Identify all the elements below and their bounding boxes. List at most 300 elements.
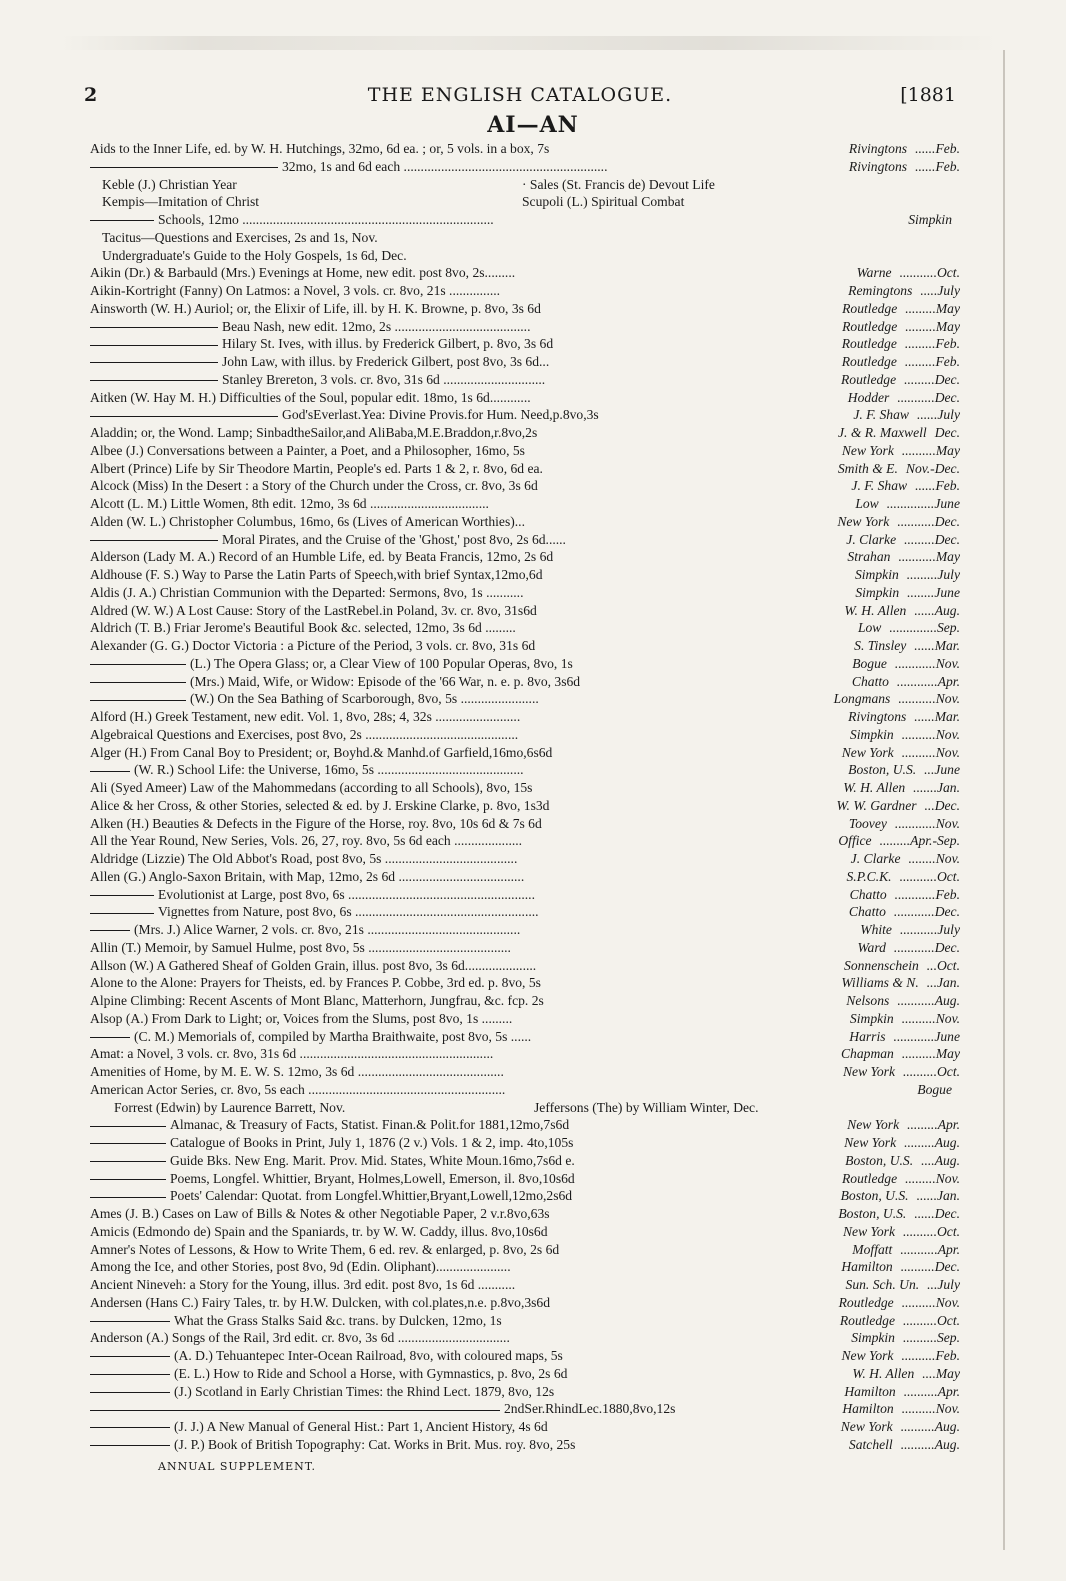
entry-publisher: S.P.C.K. xyxy=(846,868,892,884)
entry-description xyxy=(90,939,853,957)
entry-text: Aitken (W. Hay M. H.) Difficulties of the Soul, popular edit. 18mo, 1s 6d............ xyxy=(90,389,531,405)
entry-text: (W. R.) School Life: the Universe, 16mo, 5s ........................................... xyxy=(134,762,524,778)
entry-text: Aikin-Kortright (Fanny) On Latmos: a Novel, 3 vols. cr. 8vo, 21s ............... xyxy=(90,283,501,298)
entry-date: ...........July xyxy=(899,922,960,937)
entry-text: (Mrs.) Maid, Wife, or Widow: Episode of the '66 War, n. e. p. 8vo, 3s6d xyxy=(190,673,581,689)
catalogue-entry xyxy=(90,797,960,815)
entry-date: ......Jan. xyxy=(916,1188,960,1204)
entry-publisher: J. & R. Maxwell xyxy=(837,425,927,440)
entry-description xyxy=(90,1081,913,1099)
catalogue-entry xyxy=(90,140,960,158)
entry-date: .........July xyxy=(906,567,960,582)
entry-description xyxy=(90,1063,839,1081)
entry-description xyxy=(90,1418,837,1436)
entry-description xyxy=(90,353,838,371)
catalogue-entry xyxy=(90,1258,960,1276)
ditto-rule xyxy=(90,1392,170,1393)
entry-description xyxy=(90,1170,838,1188)
entry-publisher: Routledge xyxy=(842,1170,898,1186)
entry-date: ...Jan. xyxy=(926,975,960,991)
entry-text: Guide Bks. New Eng. Marit. Prov. Mid. States, White Moun.16mo,7s6d e. xyxy=(170,1152,575,1168)
entry-text: Tacitus—Questions and Exercises, 2s and 1s, Nov. xyxy=(102,229,378,245)
entry-description xyxy=(90,211,904,229)
entry-description xyxy=(90,761,844,779)
catalogue-entry xyxy=(90,335,960,353)
catalogue-entry xyxy=(90,886,960,904)
catalogue-entry xyxy=(90,619,960,637)
entry-description xyxy=(90,992,842,1010)
entry-text: Ainsworth (W. H.) Auriol; or, the Elixir of Life, ill. by H. K. Browne, p. 8vo, 3s 6d xyxy=(90,300,541,316)
entry-date: ......July xyxy=(916,407,960,423)
catalogue-entry xyxy=(90,779,960,797)
entry-publisher: Sun. Sch. Un. xyxy=(845,1277,920,1292)
entry-date: .........Dec. xyxy=(904,531,960,547)
ditto-rule xyxy=(90,664,186,665)
page-footer: ANNUAL SUPPLEMENT. xyxy=(158,1460,316,1473)
entry-date: ..........May xyxy=(901,1046,960,1062)
catalogue-entry xyxy=(90,300,960,318)
entry-publisher: Simpkin xyxy=(849,1010,894,1026)
catalogue-entry xyxy=(90,211,960,229)
entry-publisher: Routledge xyxy=(842,300,898,316)
catalogue-entry xyxy=(90,1045,960,1063)
entry-date: ..............June xyxy=(886,496,960,511)
entry-publisher: New York xyxy=(842,1223,895,1239)
entry-text: Amicis (Edmondo de) Spain and the Spaniards, tr. by W. W. Caddy, illus. 8vo,10s6d xyxy=(90,1223,548,1239)
catalogue-entry xyxy=(90,282,960,300)
catalogue-entry xyxy=(90,1436,960,1454)
entry-publisher: Nelsons xyxy=(846,993,890,1008)
entry-publisher: Bogue xyxy=(852,655,887,671)
entry-text: God'sEverlast.Yea: Divine Provis.for Hum. Need,p.8vo,3s xyxy=(282,407,599,423)
entry-date: ............June xyxy=(893,1028,960,1044)
catalogue-entry xyxy=(90,957,960,975)
entry-date: ......Feb. xyxy=(915,478,960,494)
entry-text: Catalogue of Books in Print, July 1, 1876 (2 v.) Vols. 1 & 2, imp. 4to,105s xyxy=(170,1135,574,1150)
entry-publisher: New York xyxy=(842,1064,895,1079)
entry-publisher: Moffatt xyxy=(852,1241,893,1257)
entry-publisher: Bogue xyxy=(917,1081,952,1097)
catalogue-entry xyxy=(90,903,960,921)
entry-description xyxy=(90,335,838,353)
running-title: THE ENGLISH CATALOGUE. xyxy=(367,84,673,106)
entry-publisher: W. H. Allen xyxy=(844,602,907,618)
entry-date: ...........Oct. xyxy=(899,868,960,884)
entry-text: Alexander (G. G.) Doctor Victoria : a Picture of the Period, 3 vols. cr. 8vo, 31s 6d xyxy=(90,638,536,653)
ditto-rule xyxy=(90,1179,166,1180)
entry-description xyxy=(90,1383,840,1401)
entry-text: Alford (H.) Greek Testament, new edit. Vol. 1, 8vo, 28s; 4, 32s ......................... xyxy=(90,709,521,724)
catalogue-entry xyxy=(90,1223,960,1241)
entry-text: Among the Ice, and other Stories, post 8vo, 9d (Edin. Oliphant)...................... xyxy=(90,1259,511,1275)
entry-text: Alpine Climbing: Recent Ascents of Mont Blanc, Matterhorn, Jungfrau, &c. fcp. 2s xyxy=(90,993,544,1008)
entry-text: 32mo, 1s and 6d each ............................................................ xyxy=(282,158,608,174)
entry-text: Moral Pirates, and the Cruise of the 'Ghost,' post 8vo, 2s 6d...... xyxy=(222,531,566,547)
entry-text: (J. P.) Book of British Topography: Cat. Works in Brit. Mus. roy. 8vo, 25s xyxy=(174,1436,576,1452)
entry-publisher: Rivingtons xyxy=(848,158,908,174)
entry-text: (L.) The Opera Glass; or, a Clear View of 100 Popular Operas, 8vo, 1s xyxy=(190,655,573,671)
catalogue-entry xyxy=(90,1241,960,1259)
entry-date: ..........Nov. xyxy=(901,744,960,760)
entry-publisher: Williams & N. xyxy=(841,975,919,991)
catalogue-entry xyxy=(90,353,960,371)
entry-publisher: Simpkin xyxy=(849,726,894,742)
catalogue-entry xyxy=(90,158,960,176)
entry-description xyxy=(90,1365,848,1383)
entry-description xyxy=(90,1134,840,1152)
entry-date: ..........Nov. xyxy=(901,1401,960,1417)
entry-date: ..........Dec. xyxy=(900,1259,960,1275)
entry-description xyxy=(90,744,838,762)
entry-publisher: Chatto xyxy=(851,673,889,689)
entry-publisher: Office xyxy=(838,833,872,849)
entry-text: Allin (T.) Memoir, by Samuel Hulme, post 8vo, 5s .......................................... xyxy=(90,939,511,955)
catalogue-entry xyxy=(90,1365,960,1383)
entry-publisher: Boston, U.S. xyxy=(845,1152,914,1168)
entry-publisher: W. W. Gardner xyxy=(836,797,917,813)
catalogue-entry xyxy=(90,1329,960,1347)
entry-date: ...........Nov. xyxy=(898,691,960,707)
entry-publisher: J. F. Shaw xyxy=(853,407,909,423)
entry-text: Allen (G.) Anglo-Saxon Britain, with Map, 12mo, 2s 6d ..................................... xyxy=(90,868,525,884)
entry-text: Hilary St. Ives, with illus. by Frederick Gilbert, p. 8vo, 3s 6d xyxy=(222,336,554,352)
catalogue-entry xyxy=(90,726,960,744)
page-year: [1881 xyxy=(900,84,956,106)
entry-publisher: W. H. Allen xyxy=(843,780,906,795)
entry-date: ....May xyxy=(922,1365,960,1381)
entry-publisher: Routledge xyxy=(841,354,897,369)
entry-publisher: Low xyxy=(855,496,879,511)
entry-date: .........Feb. xyxy=(904,354,960,369)
entry-description xyxy=(102,229,948,247)
entry-description xyxy=(90,264,853,282)
entry-description xyxy=(90,637,850,655)
ditto-rule xyxy=(90,345,218,346)
entry-publisher: White xyxy=(860,922,892,937)
page-number: 2 xyxy=(84,84,98,106)
entry-date: ............Feb. xyxy=(894,886,960,902)
entry-date: .........May xyxy=(905,300,960,316)
entry-description xyxy=(90,708,844,726)
entry-publisher: Chatto xyxy=(848,904,886,920)
entry-publisher: Routledge xyxy=(838,1294,894,1310)
entry-description xyxy=(90,886,846,904)
catalogue-entry xyxy=(90,939,960,957)
entry-text: Allson (W.) A Gathered Sheaf of Golden Grain, illus. post 8vo, 3s 6d..................... xyxy=(90,957,537,973)
catalogue-entry xyxy=(90,708,960,726)
ditto-rule xyxy=(90,167,278,168)
entry-text: Alcott (L. M.) Little Women, 8th edit. 12mo, 3s 6d ................................... xyxy=(90,496,489,511)
catalogue-entry xyxy=(90,744,960,762)
catalogue-entry xyxy=(90,637,960,655)
catalogue-entry xyxy=(90,318,960,336)
ditto-rule xyxy=(90,1197,166,1198)
entry-text: (E. L.) How to Ride and School a Horse, with Gymnastics, p. 8vo, 2s 6d xyxy=(174,1365,568,1381)
entry-text: Alderson (Lady M. A.) Record of an Humble Life, ed. by Beata Francis, 12mo, 2s 6d xyxy=(90,549,554,565)
catalogue-entry xyxy=(90,868,960,886)
catalogue-entry xyxy=(90,176,960,194)
ditto-rule xyxy=(90,1445,170,1446)
entry-date: ...July xyxy=(927,1277,960,1292)
entry-description xyxy=(90,1223,839,1241)
entry-description xyxy=(90,1400,838,1418)
entry-text: Amner's Notes of Lessons, & How to Write Them, 6 ed. rev. & enlarged, p. 8vo, 2s 6d xyxy=(90,1241,560,1257)
catalogue-entry xyxy=(90,193,960,211)
entry-date: .........Feb. xyxy=(904,336,960,352)
entry-description xyxy=(90,531,842,549)
entry-description xyxy=(90,1241,848,1259)
ditto-rule xyxy=(90,1410,500,1411)
catalogue-entry xyxy=(90,1116,960,1134)
catalogue-entry xyxy=(90,1134,960,1152)
entry-publisher: S. Tinsley xyxy=(854,638,907,653)
ditto-rule xyxy=(90,416,278,417)
entry-publisher: J. Clarke xyxy=(850,851,901,866)
entry-text: 2ndSer.RhindLec.1880,8vo,12s xyxy=(504,1401,676,1417)
entry-text: What the Grass Stalks Said &c. trans. by Dulcken, 12mo, 1s xyxy=(174,1312,502,1328)
entry-date: ..........May xyxy=(901,442,960,458)
entry-text: Beau Nash, new edit. 12mo, 2s ........................................ xyxy=(222,318,531,334)
entry-description xyxy=(90,424,834,442)
entry-text: (W.) On the Sea Bathing of Scarborough, 8vo, 5s ....................... xyxy=(190,691,539,707)
catalogue-entry xyxy=(90,566,960,584)
catalogue-entry xyxy=(90,1400,960,1418)
entry-publisher: Hodder xyxy=(847,389,890,405)
catalogue-entry xyxy=(90,442,960,460)
catalogue-entry xyxy=(90,460,960,478)
entry-date: ......Mar. xyxy=(914,709,960,724)
catalogue-entry xyxy=(90,921,960,939)
entry-text: Alsop (A.) From Dark to Light; or, Voices from the Slums, post 8vo, 1s ......... xyxy=(90,1010,513,1026)
entry-publisher: Sonnenschein xyxy=(844,957,919,973)
catalogue-entry xyxy=(90,815,960,833)
entry-text: Algebraical Questions and Exercises, post 8vo, 2s ............................................. xyxy=(90,726,519,742)
entry-publisher: Hamilton xyxy=(841,1259,893,1275)
entry-text: American Actor Series, cr. 8vo, 5s each .......................................................... xyxy=(90,1081,506,1097)
catalogue-entry xyxy=(90,1205,960,1223)
ditto-rule xyxy=(90,327,218,328)
entry-description xyxy=(90,690,830,708)
entry-description xyxy=(90,389,844,407)
catalogue-entry xyxy=(90,690,960,708)
catalogue-entry xyxy=(90,495,960,513)
catalogue-entry xyxy=(90,655,960,673)
entry-publisher: Boston, U.S. xyxy=(848,762,917,778)
entry-publisher: New York xyxy=(841,442,894,458)
catalogue-entry xyxy=(90,761,960,779)
catalogue-entry xyxy=(90,1028,960,1046)
entry-text: Stanley Brereton, 3 vols. cr. 8vo, 31s 6d .............................. xyxy=(222,371,546,387)
entry-publisher: Smith & E. xyxy=(837,460,898,476)
entry-description xyxy=(90,868,843,886)
entry-text: Anderson (A.) Songs of the Rail, 3rd edit. cr. 8vo, 3s 6d ................................. xyxy=(90,1330,510,1346)
series-title-left: Keble (J.) Christian Year xyxy=(102,176,237,192)
entry-description xyxy=(90,1347,837,1365)
entry-description xyxy=(90,371,837,389)
ditto-rule xyxy=(90,771,130,772)
ditto-rule xyxy=(90,682,186,683)
entry-publisher: Toovey xyxy=(848,815,887,831)
entry-publisher: Chapman xyxy=(840,1046,894,1062)
entry-publisher: New York xyxy=(847,1117,900,1133)
entry-description xyxy=(90,566,851,584)
ditto-rule xyxy=(90,1037,130,1038)
entry-publisher: Rivingtons xyxy=(848,141,908,156)
scan-edge-right xyxy=(1003,50,1005,1550)
entry-text: Ali (Syed Ameer) Law of the Mahommedans (according to all Schools), 8vo, 15s xyxy=(90,780,533,795)
catalogue-entry xyxy=(90,389,960,407)
entry-description xyxy=(90,1329,847,1347)
entry-text: Poets' Calendar: Quotat. from Longfel.Whittier,Bryant,Lowell,12mo,2s6d xyxy=(170,1188,573,1204)
entry-date: ............Dec. xyxy=(893,904,960,920)
entry-text: Amenities of Home, by M. E. W. S. 12mo, 3s 6d ........................................... xyxy=(90,1064,504,1079)
entry-text: Almanac, & Treasury of Facts, Statist. Finan.& Polit.for 1881,12mo,7s6d xyxy=(170,1117,570,1133)
catalogue-entry xyxy=(90,406,960,424)
entry-description xyxy=(90,602,840,620)
entry-description xyxy=(90,1045,837,1063)
entry-date: Dec. xyxy=(934,425,960,440)
entry-text: Aldhouse (F. S.) Way to Parse the Latin Parts of Speech,with brief Syntax,12mo,6d xyxy=(90,567,543,582)
entry-date: ..........Aug. xyxy=(900,1436,960,1452)
entry-text: (J.) Scotland in Early Christian Times: the Rhind Lect. 1879, 8vo, 12s xyxy=(174,1383,555,1399)
entry-description xyxy=(90,460,834,478)
ditto-rule xyxy=(90,913,154,914)
entry-description xyxy=(90,655,848,673)
entry-date: ............Apr. xyxy=(896,673,960,689)
catalogue-entry xyxy=(90,1170,960,1188)
entry-publisher: Boston, U.S. xyxy=(838,1206,907,1221)
entry-date: ..........Oct. xyxy=(902,1223,960,1239)
entry-date: .........Apr.-Sep. xyxy=(879,833,960,849)
entry-publisher: New York xyxy=(844,1135,897,1150)
section-heading: AI—AN xyxy=(487,112,579,138)
entry-description xyxy=(90,140,845,158)
entry-date: .........May xyxy=(905,318,960,334)
entry-description xyxy=(90,300,838,318)
entry-text: Alone to the Alone: Prayers for Theists, ed. by Frances P. Cobbe, 3rd ed. p. 8vo, 5s xyxy=(90,975,541,991)
entry-publisher: New York xyxy=(840,1419,893,1434)
entry-text: Alken (H.) Beauties & Defects in the Figure of the Horse, roy. 8vo, 10s 6d & 7s 6d xyxy=(90,815,542,831)
entry-publisher: Routledge xyxy=(842,318,898,334)
entry-description xyxy=(90,1187,837,1205)
entry-description xyxy=(90,921,856,939)
entry-description xyxy=(90,779,839,797)
entry-publisher: Low xyxy=(857,620,882,636)
entry-description xyxy=(90,1436,845,1454)
catalogue-entry xyxy=(90,1063,960,1081)
entry-publisher: J. F. Shaw xyxy=(851,478,908,494)
entry-text: (J. J.) A New Manual of General Hist.: Part 1, Ancient History, 4s 6d xyxy=(174,1419,548,1434)
ditto-rule xyxy=(90,540,218,541)
catalogue-entry xyxy=(90,247,960,265)
catalogue-entry xyxy=(90,477,960,495)
entry-publisher: Hamilton xyxy=(842,1401,894,1417)
entry-description xyxy=(90,548,843,566)
entry-description xyxy=(90,726,846,744)
catalogue-entry xyxy=(90,264,960,282)
series-title-left: Forrest (Edwin) by Laurence Barrett, Nov. xyxy=(114,1099,346,1115)
entry-text: Alger (H.) From Canal Boy to President; or, Boyhd.& Manhd.of Garfield,16mo,6s6d xyxy=(90,744,553,760)
entry-description xyxy=(90,619,854,637)
entry-text: Schools, 12mo .......................................................................... xyxy=(158,212,494,227)
entry-text: Ames (J. B.) Cases on Law of Bills & Notes & other Negotiable Paper, 2 v.r.8vo,63s xyxy=(90,1206,550,1221)
entry-text: Poems, Longfel. Whittier, Bryant, Holmes,Lowell, Emerson, il. 8vo,10s6d xyxy=(170,1170,575,1186)
entry-text: Aikin (Dr.) & Barbauld (Mrs.) Evenings at Home, new edit. post 8vo, 2s......... xyxy=(90,265,516,281)
entry-date: ...Oct. xyxy=(926,957,960,973)
entry-description xyxy=(90,903,845,921)
entry-description xyxy=(90,1294,835,1312)
catalogue-entries xyxy=(90,140,960,1454)
entry-description xyxy=(90,673,848,691)
entry-text: Aldridge (Lizzie) The Old Abbot's Road, post 8vo, 5s ....................................... xyxy=(90,851,518,866)
entry-date: ...........Dec. xyxy=(897,513,960,529)
entry-description xyxy=(90,957,840,975)
entry-publisher: Strahan xyxy=(847,549,891,565)
ditto-rule xyxy=(90,220,154,221)
entry-description xyxy=(90,797,832,815)
entry-date: Nov.-Dec. xyxy=(905,460,960,476)
entry-text: Aldrich (T. B.) Friar Jerome's Beautiful Book &c. selected, 12mo, 3s 6d ......... xyxy=(90,620,516,636)
entry-text: Albert (Prince) Life by Sir Theodore Martin, People's ed. Parts 1 & 2, r. 8vo, 6d ea. xyxy=(90,460,543,476)
ditto-rule xyxy=(90,700,186,701)
entry-date: ...........Apr. xyxy=(900,1241,960,1257)
entry-publisher: Routledge xyxy=(841,371,897,387)
entry-date: .....July xyxy=(920,283,960,298)
ditto-rule xyxy=(90,1374,170,1375)
series-title-right: Scupoli (L.) Spiritual Combat xyxy=(522,194,685,210)
entry-publisher: Warne xyxy=(856,265,892,281)
entry-date: ........Nov. xyxy=(908,851,960,866)
catalogue-entry xyxy=(90,1010,960,1028)
catalogue-entry xyxy=(90,832,960,850)
entry-date: ....Aug. xyxy=(921,1152,960,1168)
entry-date: ......Aug. xyxy=(914,602,960,618)
entry-text: (C. M.) Memorials of, compiled by Martha Braithwaite, post 8vo, 5s ...... xyxy=(134,1028,532,1044)
entry-date: ......Feb. xyxy=(915,158,960,174)
ditto-rule xyxy=(90,895,154,896)
catalogue-entry xyxy=(90,531,960,549)
entry-date: ...........Oct. xyxy=(899,265,960,281)
catalogue-entry xyxy=(90,424,960,442)
entry-publisher: Satchell xyxy=(848,1436,893,1452)
entry-publisher: New York xyxy=(841,1348,894,1363)
entry-description xyxy=(90,815,845,833)
catalogue-entry xyxy=(90,1383,960,1401)
catalogue-entry xyxy=(90,1312,960,1330)
page-header xyxy=(84,84,956,112)
entry-text: Undergraduate's Guide to the Holy Gospels, 1s 6d, Dec. xyxy=(102,247,407,263)
entry-text: All the Year Round, New Series, Vols. 26, 27, roy. 8vo, 5s 6d each .................... xyxy=(90,833,523,849)
scan-shadow-top xyxy=(60,36,1000,50)
entry-date: .......Jan. xyxy=(913,780,960,795)
entry-date: ...........Aug. xyxy=(897,993,960,1008)
entry-date: ..........Nov. xyxy=(901,1294,960,1310)
entry-date: .........Aug. xyxy=(904,1135,960,1150)
catalogue-entry xyxy=(90,229,960,247)
series-title-left: Kempis—Imitation of Christ xyxy=(102,194,260,210)
entry-date: ........June xyxy=(907,584,960,600)
entry-description xyxy=(90,477,847,495)
entry-date: ......Mar. xyxy=(914,638,960,653)
entry-text: Aldred (W. W.) A Lost Cause: Story of the LastRebel.in Poland, 3v. cr. 8vo, 31s6d xyxy=(90,602,537,618)
entry-publisher: Simpkin xyxy=(908,212,952,227)
entry-description xyxy=(90,1152,841,1170)
entry-date: ..........Oct. xyxy=(902,1312,960,1328)
entry-date: ...June xyxy=(924,762,960,778)
catalogue-entry xyxy=(90,1187,960,1205)
catalogue-entry xyxy=(90,673,960,691)
entry-date: .........Apr. xyxy=(907,1117,960,1133)
